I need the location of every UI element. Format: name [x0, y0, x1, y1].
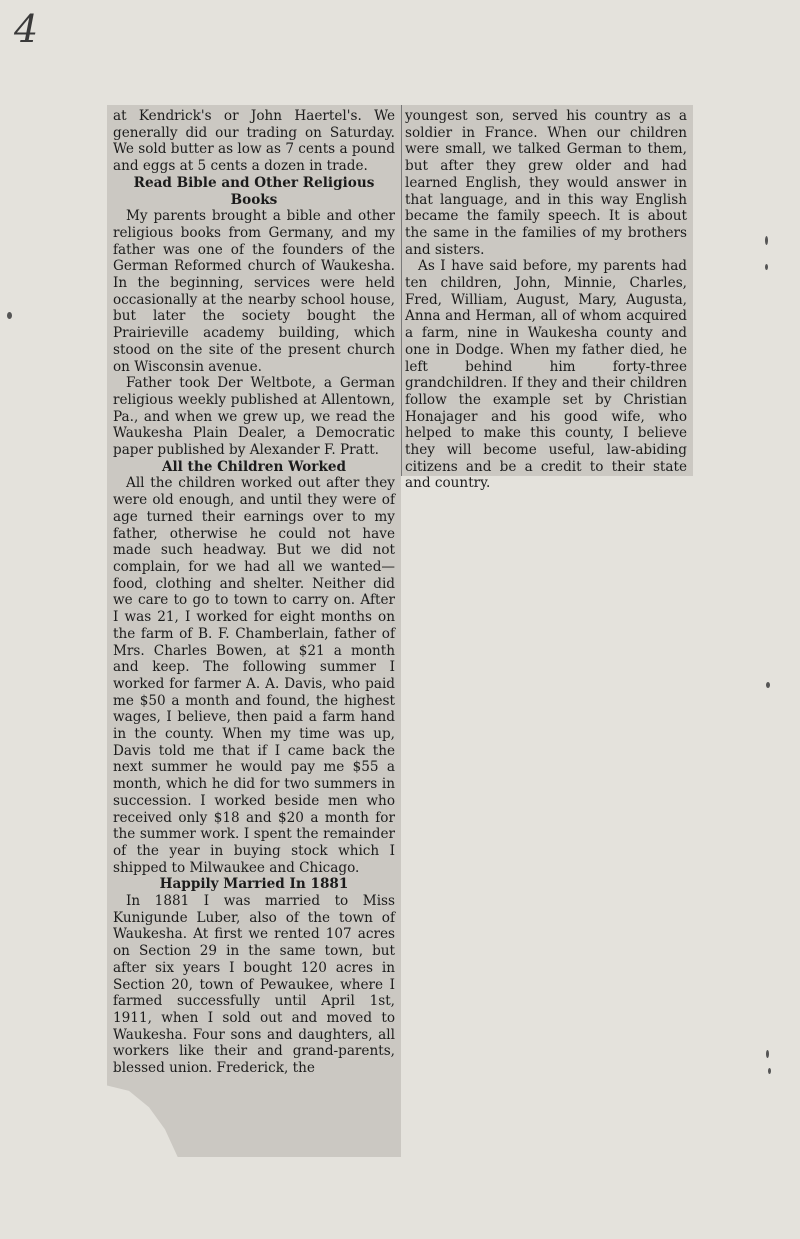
paragraph-siblings: As I have said before, my parents had ten children, John, Minnie, Charles, Fred, William, August, Mary, Augusta, Anna and Herman, all of whom acquired a farm, nine in Waukesha county and one in Dodge. When my father died, he left behind him forty-three grandchildren. If they and their children follow the example set by Christian Honajager and his good wife, who helped to make this county, I believe they will become useful, law-abiding citizens and be a credit to their state and country.: [405, 258, 687, 492]
paper-speck: [765, 264, 768, 270]
paragraph-marriage: In 1881 I was married to Miss Kunigunde Luber, also of the town of Waukesha. At first we rented 107 acres on Section 29 in the same town, but after six years I bought 120 acres in Section 20, town of Pewaukee, where I farmed successfully until April 1st, 1911, when I sold out and moved to Waukesha. Four sons and daughters, all workers like their and grand-parents, blessed union. Frederick, the: [113, 893, 395, 1077]
article-column-right: [401, 105, 693, 492]
paper-speck: [768, 1068, 771, 1074]
paragraph-language: youngest son, served his country as a soldier in France. When our children were small, we talked German to them, but after they grew older and had learned English, they would answer in that language, and in this way English became the family speech. It is about the same in the families of my brothers and sisters.: [405, 108, 687, 258]
page-number: 4: [14, 7, 39, 51]
paragraph-church: My parents brought a bible and other religious books from Germany, and my father was one of the founders of the German Reformed church of Waukesha. In the beginning, services were held occasionally at the nearby school house, but later the society bought the Prairieville academy building, which stood on the site of the present church on Wisconsin avenue.: [113, 208, 395, 375]
paragraph-trading: at Kendrick's or John Haertel's. We generally did our trading on Saturday. We sold butter as low as 7 cents a pound and eggs at 5 cents a dozen in trade.: [113, 108, 395, 175]
heading-religious-books: Read Bible and Other Religious Books: [133, 174, 375, 208]
paper-speck: [7, 312, 12, 319]
article-column-left: [107, 105, 401, 1157]
column-divider: [401, 105, 402, 476]
paragraph-newspapers: Father took Der Weltbote, a German religious weekly published at Allentown, Pa., and when we grew up, we read the Waukesha Plain Dealer, a Democratic paper published by Alexander F. Pratt.: [113, 375, 395, 459]
paper-speck: [766, 1050, 769, 1058]
paragraph-wages: All the children worked out after they were old enough, and until they were of age turned their earnings over to my father, otherwise he could not have made such headway. But we did not complain, for we had all we wanted—food, clothing and shelter. Neither did we care to go to town to carry on. After I was 21, I worked for eight months on the farm of B. F. Chamberlain, father of Mrs. Charles Bowen, at $21 a month and keep. The following summer I worked for farmer A. A. Davis, who paid me $50 a month and found, the highest wages, I believe, then paid a farm hand in the county. When my time was up, Davis told me that if I came back the next summer he would pay me $55 a month, which he did for two summers in succession. I worked beside men who received only $18 and $20 a month for the summer work. I spent the remainder of the year in buying stock which I shipped to Milwaukee and Chicago.: [113, 475, 395, 876]
heading-married: Happily Married In 1881: [159, 876, 349, 893]
paper-speck: [766, 682, 770, 688]
heading-children-worked: All the Children Worked: [161, 458, 347, 475]
paper-speck: [765, 236, 768, 245]
